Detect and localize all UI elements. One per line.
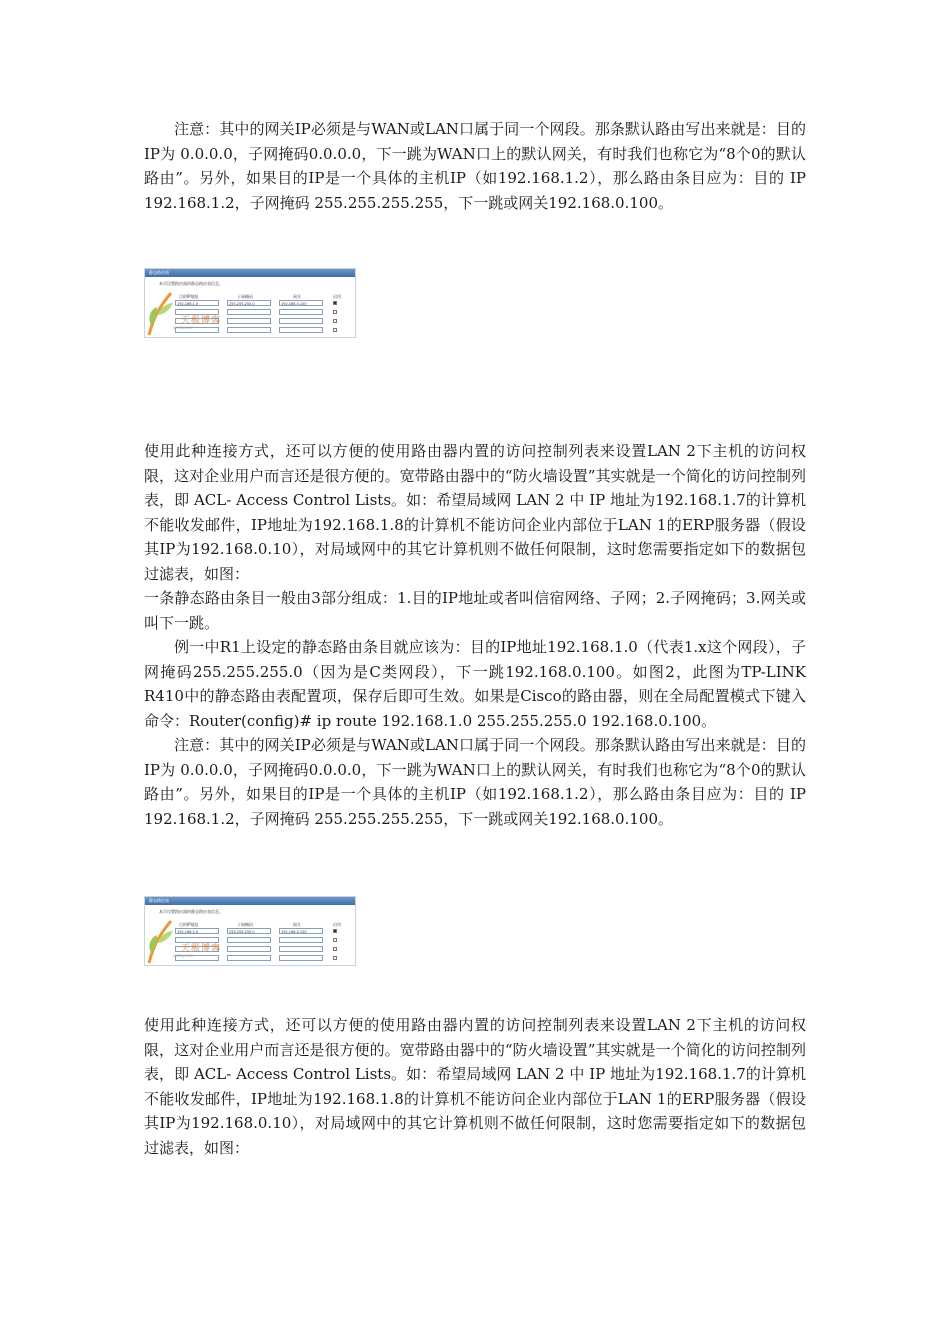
paragraph-text: 注意：其中的网关IP必须是与WAN或LAN口属于同一个网段。那条默认路由写出来就是：目的IP为 0.0.0.0，子网掩码0.0.0.0，下一跳为WAN口上的默认网关，有时我们也称它为“8个0的默认路由”。另外，如果目的IP是一个具体的主机IP（如192.168.1.2），那么路由条目应为：目的 IP 192.168.1.2，子网掩码 255.255.255.255，下一跳或网关192.168.0.100。 [144, 736, 806, 828]
paragraph-text: 使用此种连接方式，还可以方便的使用路由器内置的访问控制列表来设置LAN 2下主机的访问权限，这对企业用户而言还是很方便的。宽带路由器中的“防火墙设置”其实就是一个简化的访问控制列表，即 ACL- Access Control Lists。如：希望局域网 LAN 2 中 IP 地址为192.168.1.7的计算机不能收发邮件，IP地址为192.168.1.8的计算机不能访问企业内部位于LAN 1的ERP服务器（假设其IP为192.168.0.10），对局域网中的其它计算机则不做任何限制，这时您需要指定如下的数据包过滤表，如图： [144, 442, 806, 583]
col-enable-header: 启用 [333, 294, 341, 299]
paragraph-text: 注意：其中的网关IP必须是与WAN或LAN口属于同一个网段。那条默认路由写出来就是：目的IP为 0.0.0.0，子网掩码0.0.0.0，下一跳为WAN口上的默认网关，有时我们也称它为“8个0的默认路由”。另外，如果目的IP是一个具体的主机IP（如192.168.1.2），那么路由条目应为：目的 IP 192.168.1.2，子网掩码 255.255.255.255，下一跳或网关192.168.0.100。 [144, 120, 806, 212]
watermark: 天极博客 [181, 944, 222, 954]
note-paragraph-1 [144, 117, 806, 215]
screenshot-title: 静态路由表 [145, 897, 355, 905]
enable-checkbox [333, 947, 337, 951]
mask-input [227, 937, 271, 943]
screenshot-intro: 本页设置路由器的静态路由表信息。 [159, 909, 223, 914]
gateway-input [279, 327, 323, 333]
enable-checkbox [333, 938, 337, 942]
gateway-input: 192.168.0.100 [279, 300, 323, 306]
col-gw-header: 网关 [293, 294, 301, 299]
col-enable-header: 启用 [333, 922, 341, 927]
gateway-input [279, 946, 323, 952]
static-route-screenshot-2 [144, 896, 356, 966]
dest-ip-input: 192.168.1.0 [175, 928, 219, 934]
leaf-logo-icon [145, 917, 175, 965]
final-text-block [144, 1013, 806, 1160]
static-route-screenshot-1 [144, 268, 356, 338]
paragraph-text: 使用此种连接方式，还可以方便的使用路由器内置的访问控制列表来设置LAN 2下主机的访问权限，这对企业用户而言还是很方便的。宽带路由器中的“防火墙设置”其实就是一个简化的访问控制列表，即 ACL- Access Control Lists。如：希望局域网 LAN 2 中 IP 地址为192.168.1.7的计算机不能收发邮件，IP地址为192.168.1.8的计算机不能访问企业内部位于LAN 1的ERP服务器（假设其IP为192.168.0.10），对局域网中的其它计算机则不做任何限制，这时您需要指定如下的数据包过滤表，如图： [144, 1016, 806, 1157]
enable-checkbox [333, 310, 337, 314]
watermark-url: yesky.com [173, 325, 194, 330]
mask-input [227, 946, 271, 952]
watermark-url: yesky.com [173, 953, 194, 958]
gateway-input [279, 309, 323, 315]
paragraph-text: 例一中R1上设定的静态路由条目就应该为：目的IP地址192.168.1.0（代表1.x这个网段），子网掩码255.255.255.0（因为是C类网段），下一跳192.168.0.100。如图2，此图为TP-LINK R410中的静态路由表配置项，保存后即可生效。如果是Cisco的路由器，则在全局配置模式下键入命令：Router(config)# ip route 192.168.1.0 255.255.255.0 192.168.0.100。 [144, 638, 806, 730]
dest-ip-input: 192.168.1.0 [175, 300, 219, 306]
gateway-input [279, 318, 323, 324]
leaf-logo-icon [145, 289, 175, 337]
main-text-block [144, 439, 806, 831]
gateway-input: 192.168.0.100 [279, 928, 323, 934]
mask-input [227, 318, 271, 324]
watermark: 天极博客 [181, 316, 222, 326]
col-mask-header: 子网掩码 [237, 922, 253, 927]
gateway-input [279, 937, 323, 943]
col-dest-header: 目的IP地址 [179, 294, 199, 299]
col-mask-header: 子网掩码 [237, 294, 253, 299]
screenshot-title: 静态路由表 [145, 269, 355, 277]
mask-input [227, 955, 271, 961]
paragraph-text: 一条静态路由条目一般由3部分组成：1.目的IP地址或者叫信宿网络、子网；2.子网掩码；3.网关或叫下一跳。 [144, 589, 806, 632]
mask-input: 255.255.255.0 [227, 300, 271, 306]
enable-checkbox [333, 929, 337, 933]
enable-checkbox [333, 328, 337, 332]
screenshot-intro: 本页设置路由器的静态路由表信息。 [159, 281, 223, 286]
col-dest-header: 目的IP地址 [179, 922, 199, 927]
enable-checkbox [333, 319, 337, 323]
enable-checkbox [333, 956, 337, 960]
mask-input [227, 309, 271, 315]
mask-input: 255.255.255.0 [227, 928, 271, 934]
enable-checkbox [333, 301, 337, 305]
mask-input [227, 327, 271, 333]
col-gw-header: 网关 [293, 922, 301, 927]
gateway-input [279, 955, 323, 961]
